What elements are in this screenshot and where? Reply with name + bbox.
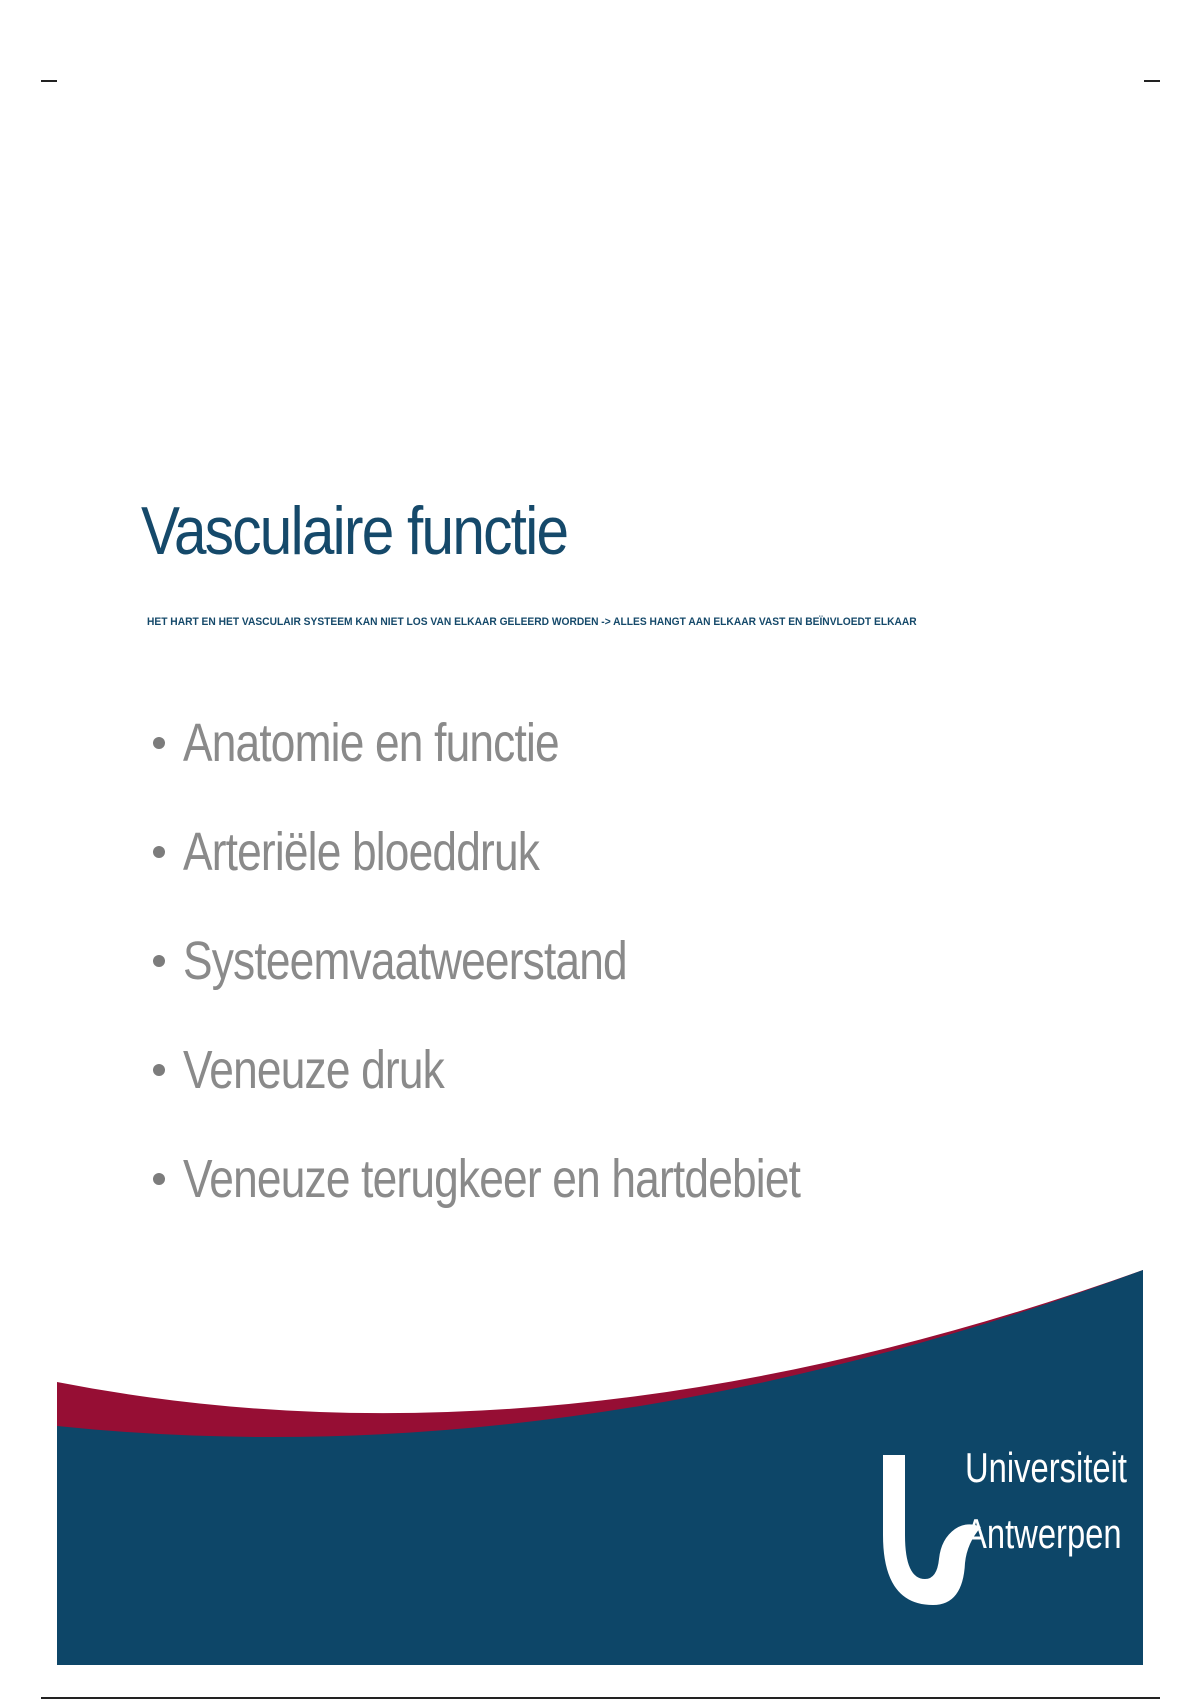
bullet-item — [153, 1124, 936, 1233]
bottom-rule — [41, 1697, 1160, 1699]
bullet-dot-icon — [153, 1064, 165, 1076]
bullet-dot-icon — [153, 955, 165, 967]
crop-mark-left — [41, 80, 57, 82]
bullet-dot-icon — [153, 737, 165, 749]
bullet-list — [153, 688, 936, 1233]
bullet-text: Anatomie en functie — [183, 712, 559, 773]
bullet-dot-icon — [153, 1173, 165, 1185]
university-name-line1: Universiteit — [965, 1444, 1128, 1491]
bullet-item — [153, 906, 936, 1015]
slide-subtitle: HET HART EN HET VASCULAIR SYSTEEM KAN NIET LOS VAN ELKAAR GELEERD WORDEN -> ALLES HANGT AAN ELKAAR VAST EN BEÏNVLOEDT ELKAAR — [147, 616, 917, 628]
bullet-text: Systeemvaatweerstand — [183, 930, 627, 991]
bullet-item — [153, 688, 936, 797]
bullet-dot-icon — [153, 846, 165, 858]
bullet-text: Arteriële bloeddruk — [183, 821, 540, 882]
university-name-line2: Antwerpen — [965, 1510, 1122, 1557]
bullet-item — [153, 1015, 936, 1124]
bullet-text: Veneuze druk — [183, 1039, 444, 1100]
slide-title: Vasculaire functie — [141, 493, 568, 569]
bullet-item — [153, 797, 936, 906]
slide — [57, 420, 1143, 1665]
bullet-text: Veneuze terugkeer en hartdebiet — [183, 1148, 801, 1209]
crop-mark-right — [1144, 80, 1160, 82]
